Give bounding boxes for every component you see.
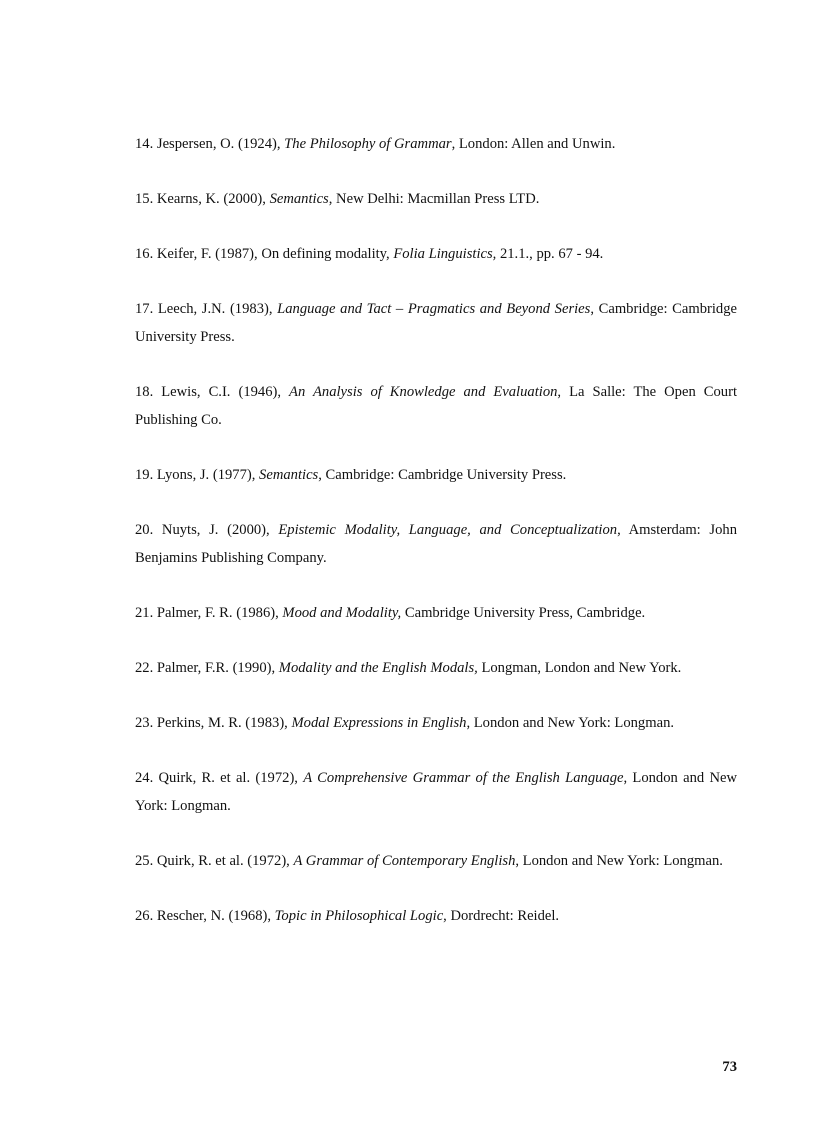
- reference-text: 20. Nuyts, J. (2000),: [135, 522, 279, 538]
- reference-title: Folia Linguistics,: [393, 246, 497, 262]
- reference-text: 21.1., pp. 67 - 94.: [496, 246, 604, 262]
- reference-text: 23. Perkins, M. R. (1983),: [135, 715, 292, 731]
- reference-item: [135, 709, 737, 737]
- reference-title: A Grammar of Contemporary English: [293, 853, 516, 869]
- reference-text: , London: Allen and Unwin.: [451, 136, 616, 152]
- reference-text: 18. Lewis, C.I. (1946),: [135, 384, 290, 400]
- reference-item: [135, 654, 737, 682]
- reference-title: An Analysis of Knowledge and Evaluation: [289, 384, 558, 400]
- reference-item: [135, 847, 737, 875]
- reference-text: 22. Palmer, F.R. (1990),: [135, 660, 279, 676]
- reference-title: Modal Expressions in English: [291, 715, 467, 731]
- reference-text: 14. Jespersen, O. (1924),: [135, 136, 285, 152]
- reference-text: , London and New York: Longman.: [466, 715, 675, 731]
- reference-text: , London and New York: Longman.: [515, 853, 723, 869]
- reference-text: , Amsterdam: John Benjamins Publishing Company.: [135, 522, 737, 566]
- reference-title: Semantics: [259, 467, 319, 483]
- reference-text: 16. Keifer, F. (1987), On defining modality,: [135, 246, 394, 262]
- reference-text: , Dordrecht: Reidel.: [443, 908, 560, 924]
- reference-text: Cambridge University Press, Cambridge.: [401, 605, 646, 621]
- reference-text: , New Delhi: Macmillan Press LTD.: [328, 191, 540, 207]
- reference-item: [135, 902, 737, 930]
- reference-title: Topic in Philosophical Logic: [274, 908, 444, 924]
- reference-text: 24. Quirk, R. et al. (1972),: [135, 770, 304, 786]
- reference-item: [135, 516, 737, 572]
- reference-item: [135, 295, 737, 351]
- reference-item: [135, 185, 737, 213]
- reference-text: Longman, London and New York.: [477, 660, 682, 676]
- reference-text: 25. Quirk, R. et al. (1972),: [135, 853, 294, 869]
- reference-title: The Philosophy of Grammar: [284, 136, 452, 152]
- reference-text: , London and New York: Longman.: [135, 770, 737, 814]
- reference-text: , Cambridge: Cambridge University Press.: [135, 301, 738, 345]
- reference-text: 17. Leech, J.N. (1983),: [135, 301, 278, 317]
- reference-item: [135, 764, 737, 820]
- reference-title: Epistemic Modality, Language, and Conceptualization: [278, 522, 618, 538]
- reference-text: 15. Kearns, K. (2000),: [135, 191, 270, 207]
- reference-text: , Cambridge: Cambridge University Press.: [318, 467, 567, 483]
- reference-text: , La Salle: The Open Court Publishing Co.: [135, 384, 738, 428]
- reference-item: [135, 378, 737, 434]
- reference-item: [135, 461, 737, 489]
- reference-text: 19. Lyons, J. (1977),: [135, 467, 260, 483]
- reference-title: A Comprehensive Grammar of the English Language: [303, 770, 624, 786]
- reference-title: Semantics: [269, 191, 329, 207]
- reference-item: [135, 240, 737, 268]
- reference-title: Modality and the English Modals,: [278, 660, 478, 676]
- reference-text: 21. Palmer, F. R. (1986),: [135, 605, 283, 621]
- reference-item: [135, 130, 737, 158]
- reference-text: 26. Rescher, N. (1968),: [135, 908, 275, 924]
- reference-title: Mood and Modality,: [282, 605, 402, 621]
- reference-item: [135, 599, 737, 627]
- reference-list: [135, 130, 737, 957]
- reference-title: Language and Tact – Pragmatics and Beyond Series: [277, 301, 591, 317]
- page-number: 73: [722, 1059, 737, 1075]
